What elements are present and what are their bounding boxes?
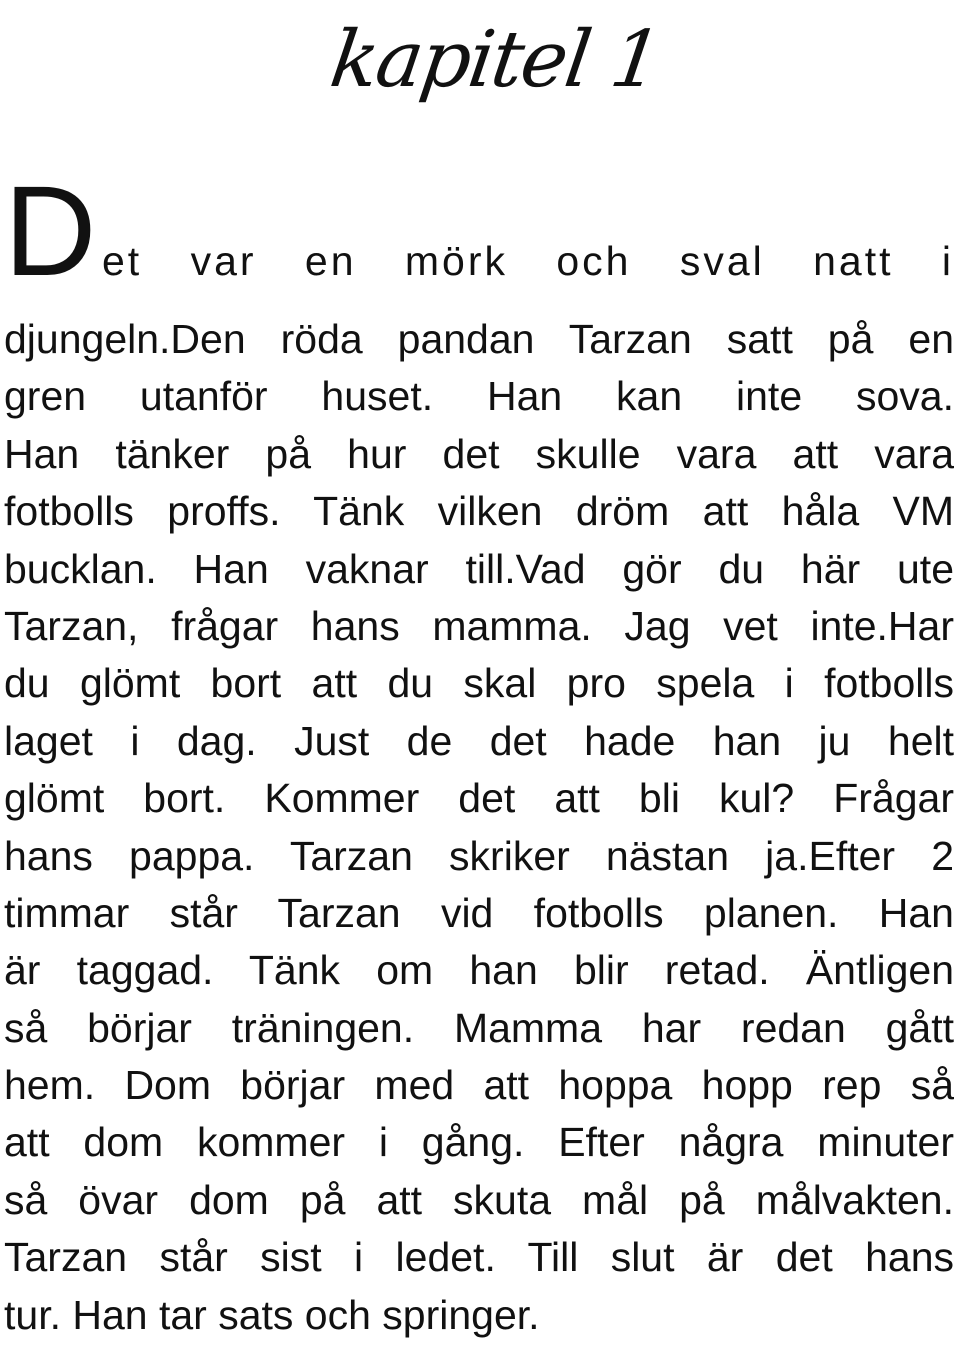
text-line: du glömt bort att du skal pro spela i fotbolls bbox=[4, 660, 954, 707]
body-text bbox=[4, 311, 954, 1344]
text-line: är taggad. Tänk om han blir retad. Äntligen bbox=[4, 947, 954, 994]
text-line: så övar dom på att skuta mål på målvakten. bbox=[4, 1176, 954, 1223]
text-line: bucklan. Han vaknar till.Vad gör du här ute bbox=[4, 545, 954, 592]
text-line: så börjar träningen. Mamma har redan gått bbox=[4, 1004, 954, 1051]
text-line: laget i dag. Just de det hade han ju helt bbox=[4, 717, 954, 764]
drop-cap: D bbox=[4, 160, 97, 303]
text-line: Tarzan, frågar hans mamma. Jag vet inte.Har bbox=[4, 602, 954, 649]
text-line: hans pappa. Tarzan skriker nästan ja.Efter 2 bbox=[4, 832, 954, 879]
text-line: glömt bort. Kommer det att bli kul? Frågar bbox=[4, 775, 954, 822]
text-line: Tarzan står sist i ledet. Till slut är det hans bbox=[4, 1234, 954, 1281]
text-line: hem. Dom börjar med att hoppa hopp rep så bbox=[4, 1062, 954, 1109]
text-line: djungeln.Den röda pandan Tarzan satt på en bbox=[4, 316, 954, 362]
text-line: att dom kommer i gång. Efter några minuter bbox=[4, 1119, 954, 1166]
text-line: timmar står Tarzan vid fotbolls planen. Han bbox=[4, 889, 954, 936]
chapter-title: kapitel 1 bbox=[325, 15, 666, 105]
text-line: Han tänker på hur det skulle vara att vara bbox=[4, 430, 954, 477]
text-line: tur. Han tar sats och springer. bbox=[4, 1291, 540, 1338]
text-line: fotbolls proffs. Tänk vilken dröm att håla VM bbox=[4, 488, 954, 535]
text-line: gren utanför huset. Han kan inte sova. bbox=[4, 373, 954, 420]
first-line-text: et var en mörk och sval natt i bbox=[102, 238, 954, 284]
